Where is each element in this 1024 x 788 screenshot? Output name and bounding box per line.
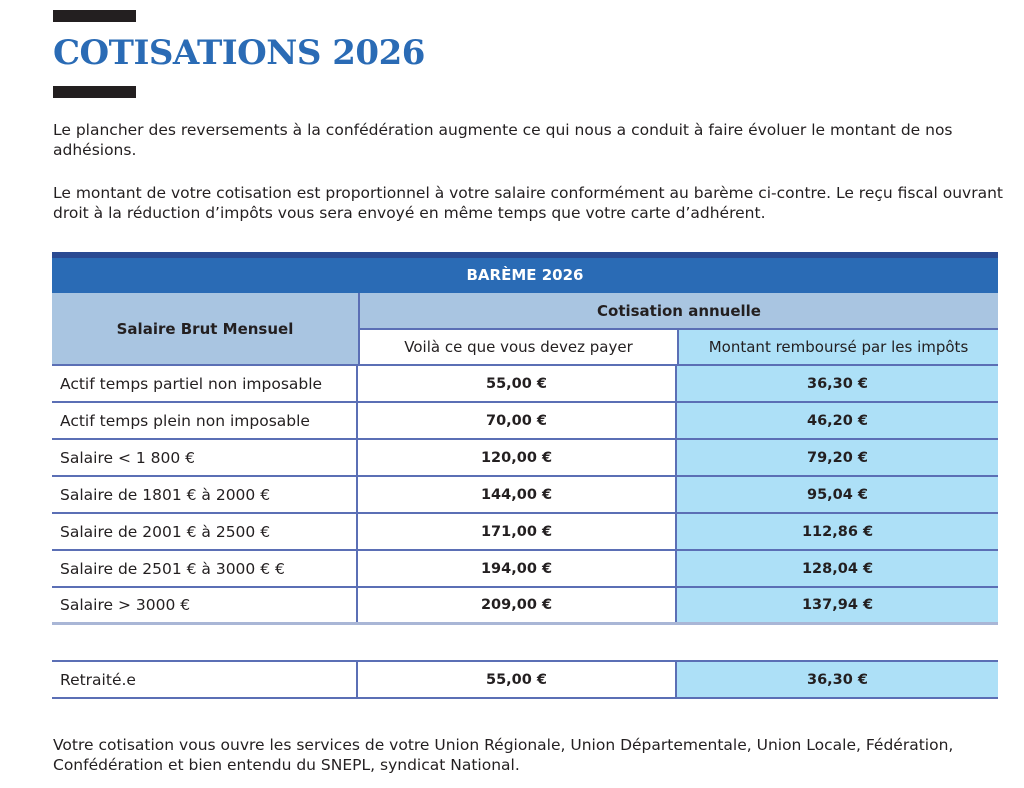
decorative-bar-top: [53, 10, 136, 22]
bareme-table: [52, 252, 998, 625]
table-banner: BARÈME 2026: [52, 258, 998, 293]
cell-pay: 70,00 €: [358, 403, 677, 438]
footer-paragraph: Votre cotisation vous ouvre les services de votre Union Régionale, Union Départementale, Union Locale, Fédération, Confédération et bien entendu du SNEPL, syndicat National.: [53, 736, 954, 774]
table-row-retired: [52, 662, 998, 699]
table-body: [52, 366, 998, 625]
cell-refund: 128,04 €: [677, 551, 998, 586]
cell-pay: 171,00 €: [358, 514, 677, 549]
table-row: [52, 366, 998, 403]
page-title: COTISATIONS 2026: [53, 33, 425, 73]
cell-refund: 46,20 €: [677, 403, 998, 438]
retired-table: [52, 660, 998, 699]
cell-pay: 55,00 €: [358, 366, 677, 401]
cell-label: Salaire de 2501 € à 3000 € €: [52, 551, 358, 586]
cell-refund: 112,86 €: [677, 514, 998, 549]
cell-label: Salaire > 3000 €: [52, 588, 358, 622]
cell-refund: 137,94 €: [677, 588, 998, 622]
table-row: [52, 514, 998, 551]
cell-pay: 144,00 €: [358, 477, 677, 512]
cell-label: Retraité.e: [52, 662, 358, 697]
header-annual-contribution: Cotisation annuelle: [360, 293, 998, 330]
table-row: [52, 403, 998, 440]
cell-refund: 36,30 €: [677, 662, 998, 697]
cell-pay: 209,00 €: [358, 588, 677, 622]
cell-refund: 95,04 €: [677, 477, 998, 512]
cell-label: Salaire de 1801 € à 2000 €: [52, 477, 358, 512]
table-row: [52, 440, 998, 477]
header-subcolumns: [360, 330, 998, 364]
cell-refund: 79,20 €: [677, 440, 998, 475]
table-row: [52, 477, 998, 514]
cell-refund: 36,30 €: [677, 366, 998, 401]
table-header: [52, 293, 998, 366]
cell-pay: 120,00 €: [358, 440, 677, 475]
header-right-group: [360, 293, 998, 364]
header-salary: Salaire Brut Mensuel: [52, 293, 360, 364]
table-row: [52, 588, 998, 625]
header-refund: Montant remboursé par les impôts: [679, 330, 998, 364]
cell-label: Actif temps partiel non imposable: [52, 366, 358, 401]
cell-label: Salaire de 2001 € à 2500 €: [52, 514, 358, 549]
intro-paragraph-2: Le montant de votre cotisation est proportionnel à votre salaire conformément au barème ci-contre. Le reçu fiscal ouvrant droit à la réduction d’impôts vous sera envoyé en même temps que votre carte d’adhérent.: [53, 184, 1003, 222]
decorative-bar-bottom: [53, 86, 136, 98]
cell-pay: 194,00 €: [358, 551, 677, 586]
intro-paragraph-1: Le plancher des reversements à la confédération augmente ce qui nous a conduit à faire évoluer le montant de nos adhésions.: [53, 121, 953, 159]
cell-label: Salaire < 1 800 €: [52, 440, 358, 475]
cell-label: Actif temps plein non imposable: [52, 403, 358, 438]
table-row: [52, 551, 998, 588]
header-pay: Voilà ce que vous devez payer: [360, 330, 679, 364]
cell-pay: 55,00 €: [358, 662, 677, 697]
